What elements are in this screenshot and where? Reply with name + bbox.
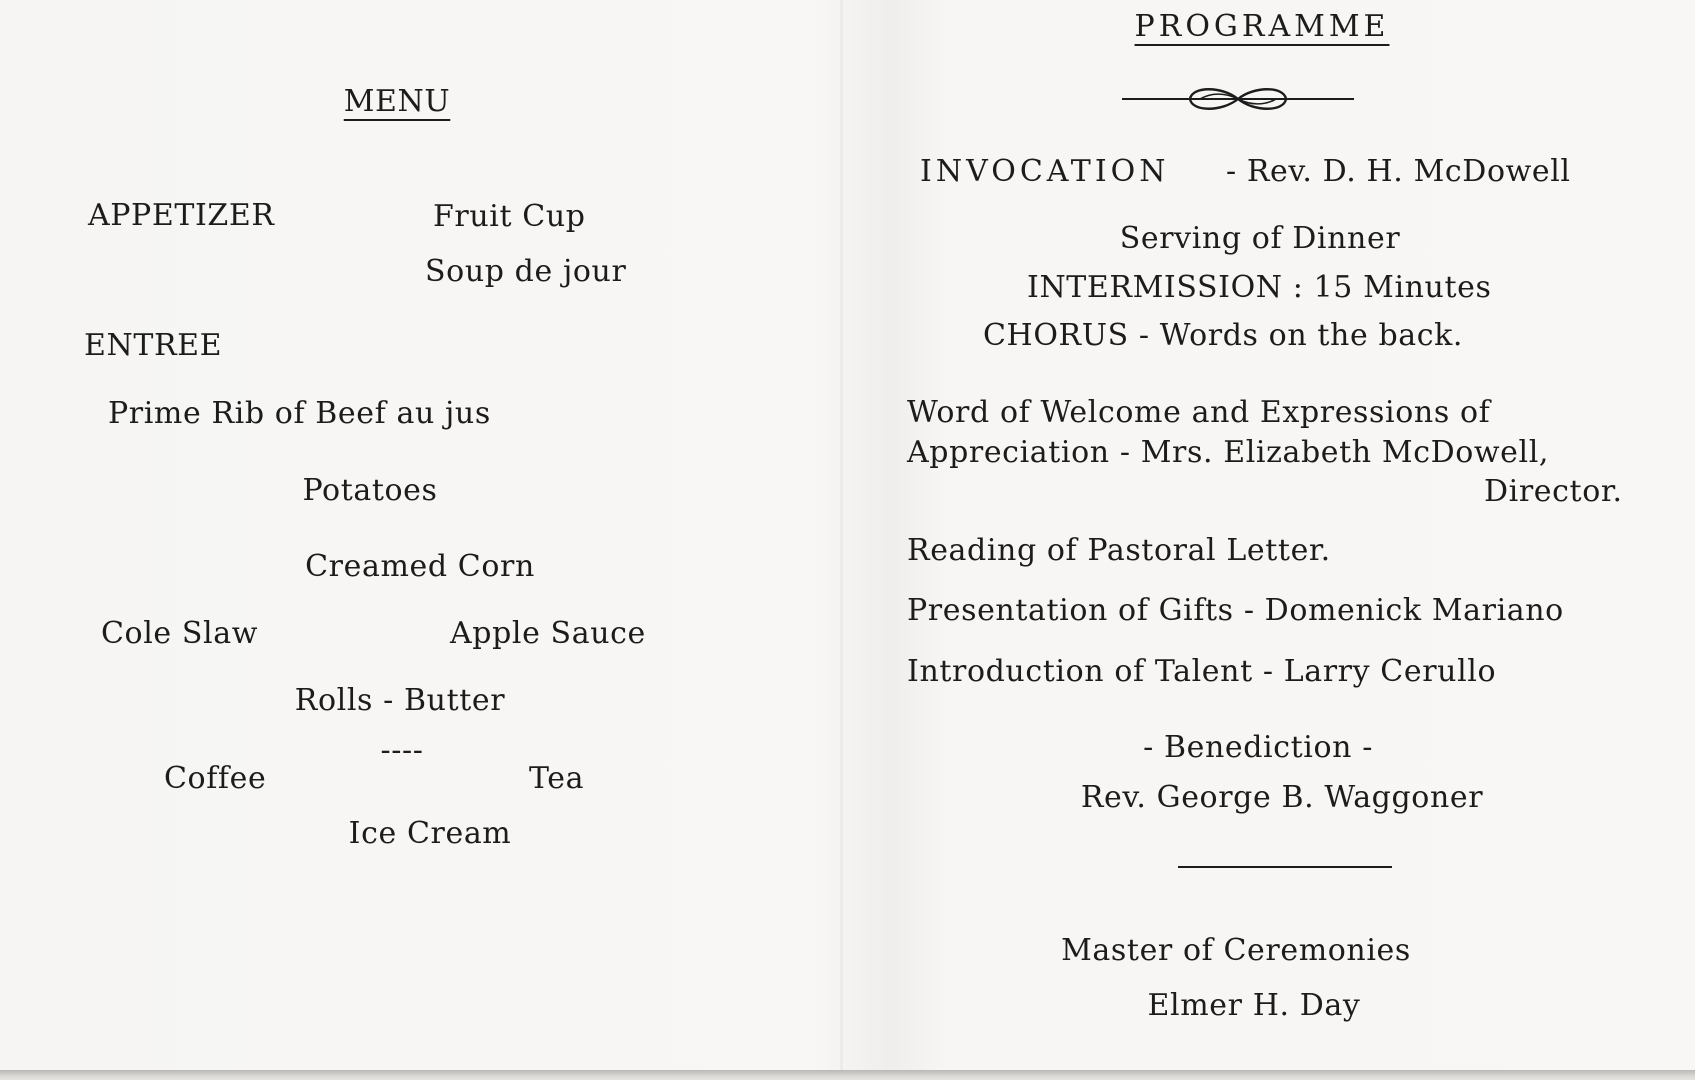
appetizer-label: APPETIZER [88,198,275,233]
rolls-butter: Rolls - Butter [294,683,506,718]
side-apple-sauce: Apple Sauce [450,616,646,651]
appetizer-item-fruit-cup: Fruit Cup [433,199,586,234]
master-of-ceremonies-name: Elmer H. Day [1147,988,1361,1023]
drink-tea: Tea [529,761,585,796]
welcome-line-2: Appreciation - Mrs. Elizabeth McDowell, [907,435,1550,470]
center-fold [840,0,843,1070]
benediction-label: - Benediction - [1143,730,1373,765]
entree-label: ENTREE [84,328,223,363]
drink-coffee: Coffee [164,761,267,796]
dessert-ice-cream: Ice Cream [348,816,512,851]
side-cole-slaw: Cole Slaw [101,616,259,651]
divider-rule [1178,866,1392,868]
pastoral-letter: Reading of Pastoral Letter. [907,533,1331,568]
appetizer-item-soup: Soup de jour [425,254,627,289]
entree-main-course: Prime Rib of Beef au jus [108,396,491,431]
menu-separator: ---- [380,733,424,768]
benediction-by: Rev. George B. Waggoner [1080,780,1484,815]
page-bottom-edge [0,1070,1695,1080]
introduction-of-talent: Introduction of Talent - Larry Cerullo [907,654,1497,689]
programme-heading: PROGRAMME [1134,9,1390,44]
side-potatoes: Potatoes [302,473,438,508]
side-creamed-corn: Creamed Corn [305,549,535,584]
menu-heading: MENU [343,84,451,119]
welcome-line-1: Word of Welcome and Expressions of [907,395,1491,430]
serving-of-dinner: Serving of Dinner [1119,221,1401,256]
chorus: CHORUS - Words on the back. [983,318,1464,353]
intermission: INTERMISSION : 15 Minutes [1027,270,1492,305]
ornament-flourish-icon [1122,84,1354,114]
master-of-ceremonies-title: Master of Ceremonies [1061,933,1411,968]
invocation-by: - Rev. D. H. McDowell [1226,154,1571,189]
welcome-line-3: Director. [1484,474,1623,509]
invocation-label: INVOCATION [920,154,1170,189]
presentation-of-gifts: Presentation of Gifts - Domenick Mariano [907,593,1564,628]
